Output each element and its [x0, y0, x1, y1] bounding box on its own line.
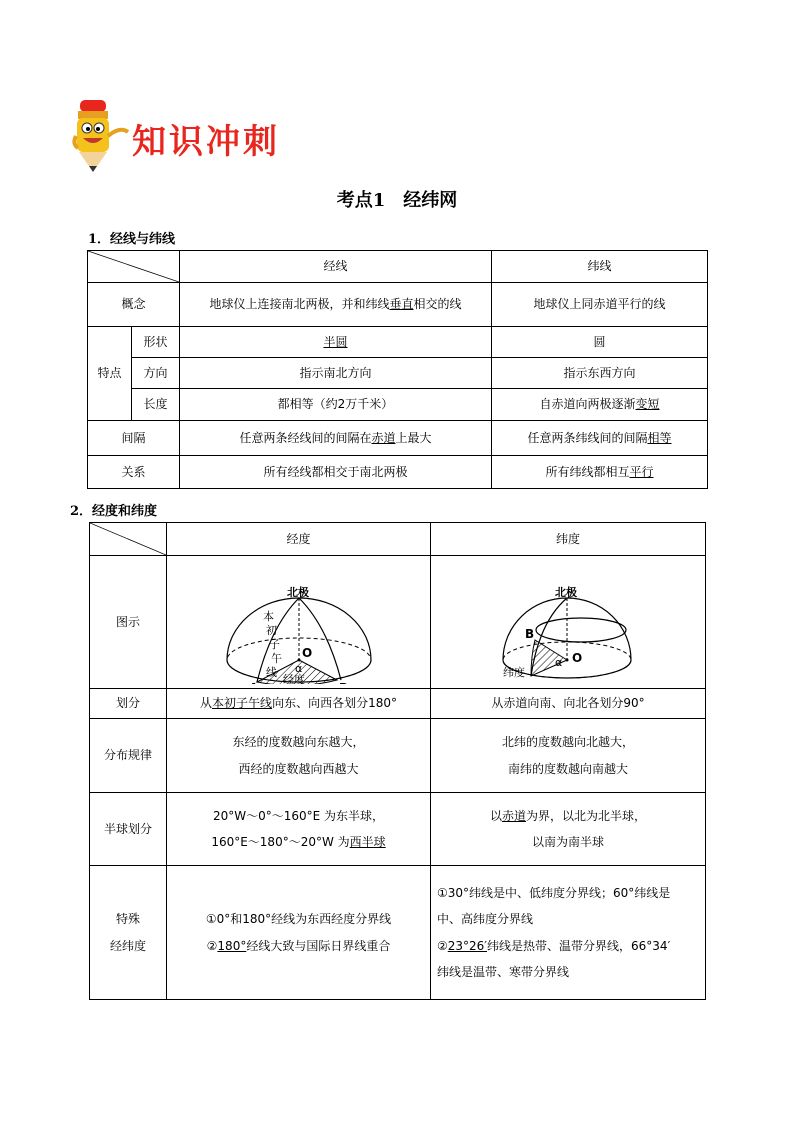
- longitude-diagram: [167, 556, 431, 684]
- label-o: O: [302, 646, 313, 660]
- cell-fenbu-weidu: 北纬的度数越向北越大， 南纬的度数越向南越大: [431, 719, 706, 793]
- cell-teshu-jingdu: ①0°和180°经线为东西经度分界线 ②180°经线大致与国际日界线重合: [167, 866, 431, 1000]
- cell-changdu-jing: 都相等（约2万千米）: [180, 389, 492, 421]
- label-alpha: α: [295, 662, 303, 675]
- row-label-tushi: 图示: [90, 556, 167, 689]
- label-meridian-3: 子: [269, 638, 280, 651]
- cell-teshu-weidu: ①30°纬线是中、低纬度分界线；60°纬线是 中、高纬度分界线 ②23°26′纬线是热带、温带分界线，66°34′ 纬线是温带、寒带分界线: [431, 866, 706, 1000]
- label-a-2: [523, 683, 533, 684]
- cell-jiange-jing: 任意两条经线间的间隔在赤道上最大: [180, 421, 492, 456]
- cell-gainian-wei: 地球仪上同赤道平行的线: [492, 283, 708, 327]
- latitude-diagram: [431, 556, 706, 684]
- label-meridian-5: 线: [266, 666, 277, 679]
- page-title: 考点1 经纬网: [336, 190, 458, 211]
- table-jingxian-weixian: [87, 250, 708, 489]
- row-label-teshu: 特殊 经纬度: [90, 866, 167, 1000]
- label-weidu: 纬度: [503, 666, 525, 679]
- header-weixian: 纬线: [492, 251, 708, 283]
- label-meridian-4: 午: [271, 652, 282, 665]
- label-meridian-2: 初: [266, 624, 277, 637]
- table-jingdu-weidu: [89, 522, 706, 1000]
- cell-banqiu-jingdu: 20°W～0°～160°E 为东半球， 160°E～180°～20°W 为西半球: [167, 793, 431, 866]
- header-jingdu: 经度: [167, 523, 431, 556]
- label-o-2: O: [572, 651, 583, 665]
- header-jingxian: 经线: [180, 251, 492, 283]
- header-weidu: 纬度: [431, 523, 706, 556]
- row-label-tedian: 特点: [88, 327, 132, 421]
- cell-xingzhuang-jing: 半圆: [180, 327, 492, 358]
- cell-xingzhuang-wei: 圆: [492, 327, 708, 358]
- section1-heading: 1．经线与纬线: [88, 232, 176, 247]
- cell-changdu-wei: 自赤道向两极逐渐变短: [492, 389, 708, 421]
- cell-guanxi-jing: 所有经线都相交于南北两极: [180, 456, 492, 489]
- row-label-jiange: 间隔: [88, 421, 180, 456]
- row-label-banqiu: 半球划分: [90, 793, 167, 866]
- cell-fenbu-jingdu: 东经的度数越向东越大， 西经的度数越向西越大: [167, 719, 431, 793]
- cell-huafen-weidu: 从赤道向南、向北各划分90°: [431, 689, 706, 719]
- cell-banqiu-weidu: 以赤道为界，以北为北半球， 以南为南半球: [431, 793, 706, 866]
- row-label-fangxiang: 方向: [132, 358, 180, 389]
- cell-tushi-jingdu: [167, 556, 431, 689]
- label-north-pole-2: 北极: [555, 586, 577, 599]
- label-alpha-2: α: [555, 656, 563, 669]
- label-north-pole: 北极: [287, 586, 309, 599]
- cell-fangxiang-jing: 指示南北方向: [180, 358, 492, 389]
- row-label-changdu: 长度: [132, 389, 180, 421]
- cell-huafen-jingdu: 从本初子午线向东、向西各划分180°: [167, 689, 431, 719]
- cell-gainian-jing: 地球仪上连接南北两极，并和纬线垂直相交的线: [180, 283, 492, 327]
- row-label-gainian: 概念: [88, 283, 180, 327]
- label-meridian-1: 本: [263, 610, 274, 623]
- label-b: [339, 681, 348, 684]
- row-label-fenbu: 分布规律: [90, 719, 167, 793]
- table2-corner: [90, 523, 167, 556]
- section2-heading: 2．经度和纬度: [70, 504, 158, 519]
- cell-tushi-weidu: [431, 556, 706, 689]
- row-label-guanxi: 关系: [88, 456, 180, 489]
- table-corner: [88, 251, 180, 283]
- label-a: [249, 681, 259, 684]
- row-label-huafen: 划分: [90, 689, 167, 719]
- label-b-2: B: [525, 627, 535, 641]
- cell-jiange-wei: 任意两条纬线间的间隔相等: [492, 421, 708, 456]
- cell-fangxiang-wei: 指示东西方向: [492, 358, 708, 389]
- cell-guanxi-wei: 所有纬线都相互平行: [492, 456, 708, 489]
- label-jingdu: 经度: [283, 673, 305, 684]
- row-label-xingzhuang: 形状: [132, 327, 180, 358]
- brand-title: 知识冲刺: [132, 122, 280, 162]
